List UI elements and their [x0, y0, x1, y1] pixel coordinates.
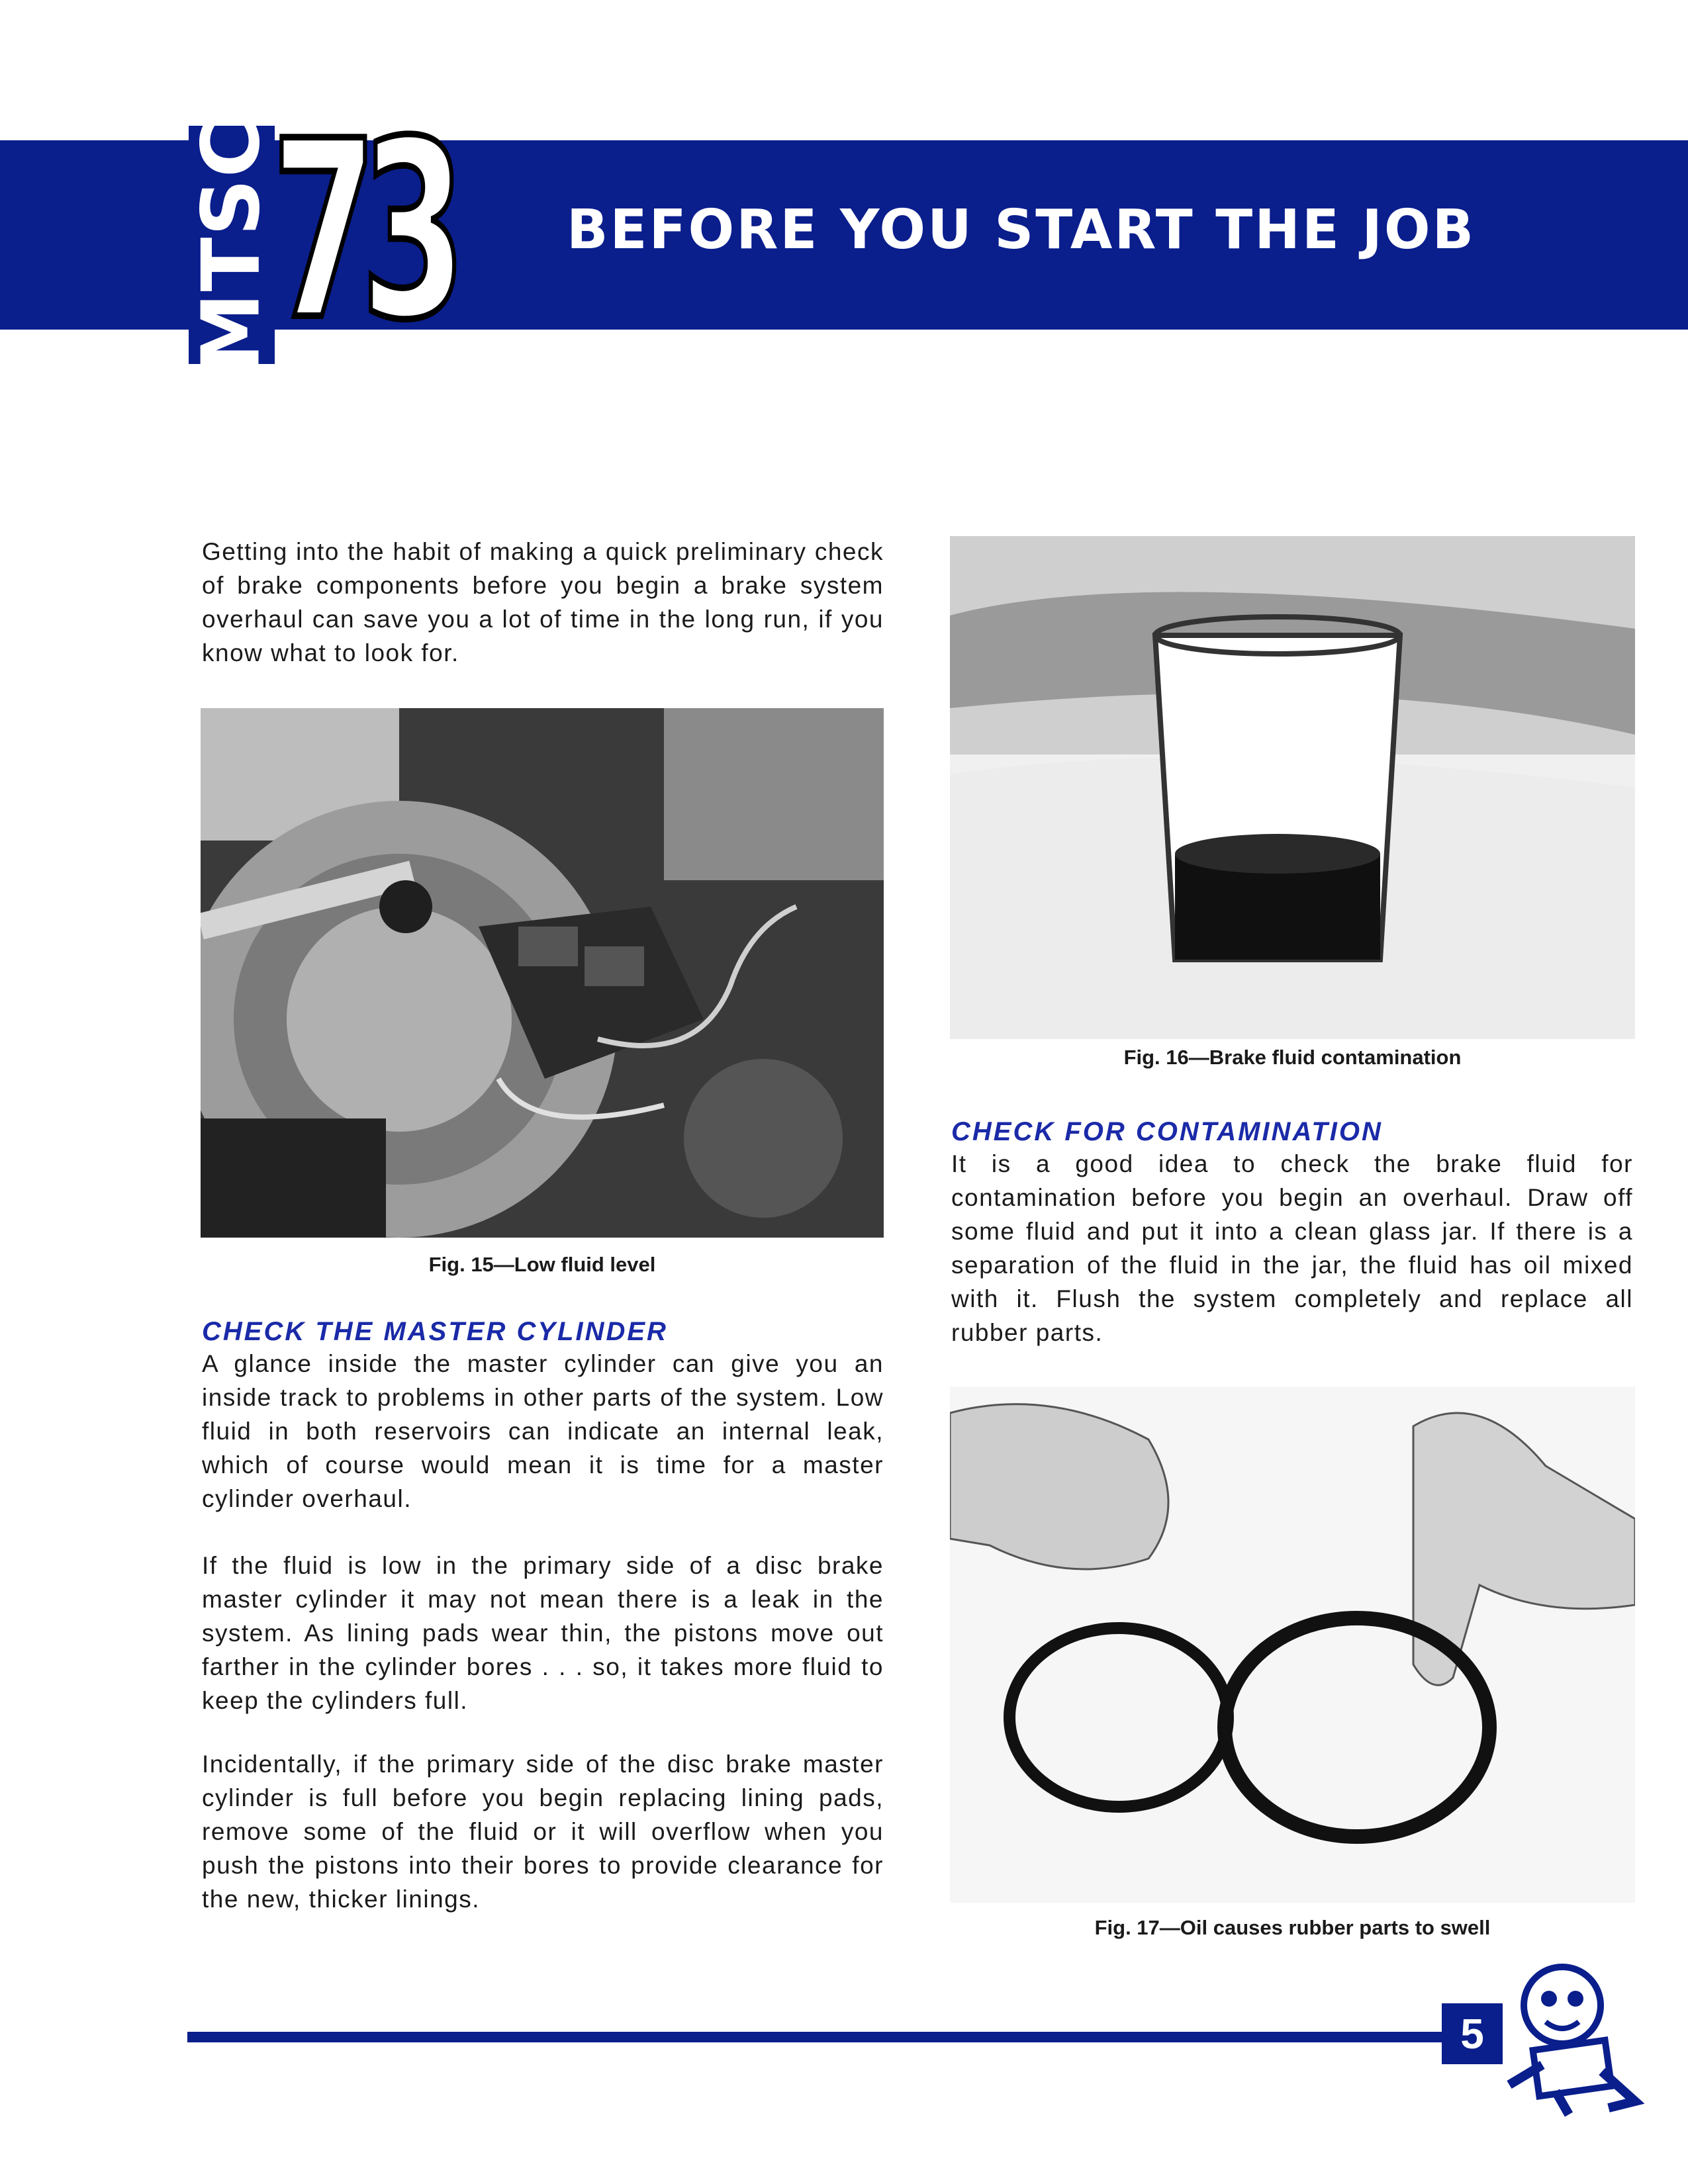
fig15-caption: Fig. 15—Low fluid level	[428, 1253, 656, 1276]
page-title: BEFORE YOU START THE JOB	[567, 199, 1476, 261]
master-cylinder-paragraph-2: If the fluid is low in the primary side of a disc brake master cylinder it may not mean there is a leak in the system. As lining pads wear thin, the pistons move out farther in the cylinder bores . . . so, it takes more fluid to keep the cylinders full.	[202, 1552, 884, 1714]
rubber-rings-illustration	[950, 1387, 1635, 1903]
master-cylinder-paragraph-1: A glance inside the master cylinder can give you an inside track to problems in other parts of the system. Low fluid in both reservoirs can indicate an internal leak, which of course would mean it is time for a master cylinder overhaul.	[202, 1350, 884, 1512]
footer-rule	[187, 2032, 1445, 2042]
logo-number: 73	[271, 89, 450, 374]
fig15-photo	[201, 708, 884, 1238]
page-number: 5	[1442, 2003, 1503, 2064]
contamination-paragraph: It is a good idea to check the brake fluid for contamination before you begin an overhaul. Draw off some fluid and put it into a clean glass jar. If there is a separation of the fluid in the jar, the fluid has oil mixed with it. Flush the system completely and replace all rubber parts.	[951, 1150, 1633, 1346]
contamination-heading: CHECK FOR CONTAMINATION	[951, 1117, 1383, 1146]
logo-mtsc	[185, 118, 278, 372]
fig17-caption: Fig. 17—Oil causes rubber parts to swell	[1094, 1916, 1491, 1939]
engine-bay-illustration	[201, 708, 884, 1238]
master-cylinder-heading: CHECK THE MASTER CYLINDER	[202, 1317, 668, 1346]
fig16-photo	[950, 536, 1635, 1039]
fig17-photo	[950, 1387, 1635, 1903]
intro-paragraph: Getting into the habit of making a quick preliminary check of brake components before you begin a brake system overhaul can save you a lot of time in the long run, if you know what to look for.	[202, 538, 884, 666]
logo-word: MTSC	[185, 118, 278, 372]
mascot-icon	[1489, 1959, 1655, 2118]
fig16-caption: Fig. 16—Brake fluid contamination	[1123, 1046, 1462, 1069]
beaker-illustration	[950, 536, 1635, 1039]
master-cylinder-paragraph-3: Incidentally, if the primary side of the disc brake master cylinder is full before you begin replacing lining pads, remove some of the fluid or it will overflow when you push the pistons into their bores to provide clearance for the new, thicker linings.	[202, 1751, 884, 1913]
